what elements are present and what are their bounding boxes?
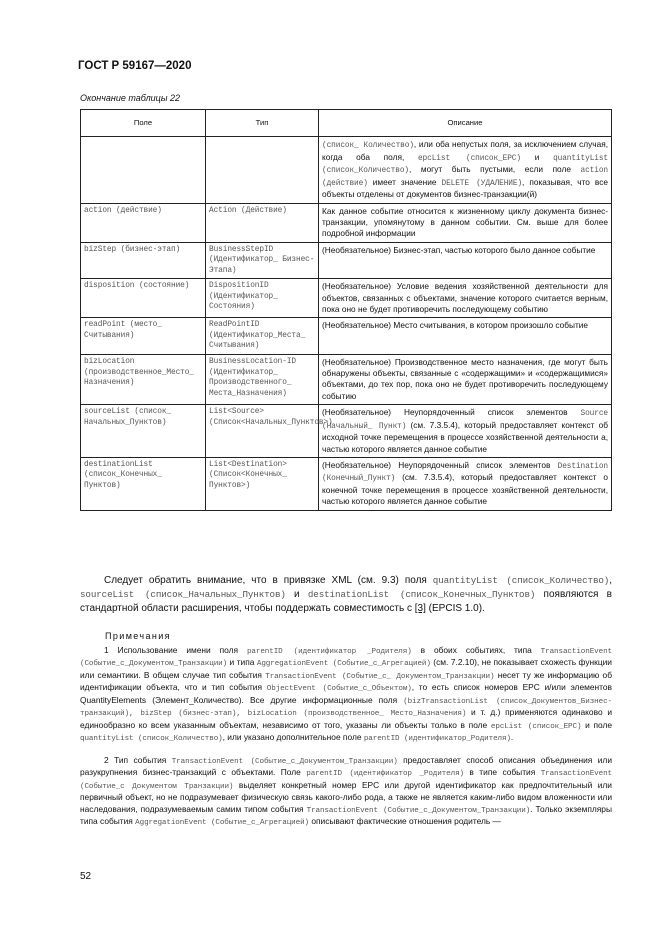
text-fragment: Следует обратить внимание, что в привязке XML (см. 9.3) поля	[104, 575, 433, 586]
field-description	[319, 457, 612, 510]
field-type: List<Source> (Список<Начальных_Пунктов>)	[206, 405, 319, 458]
field-type: List<Destination> (Список<Конечных_ Пунктов>)	[206, 457, 319, 510]
code-term: AggregationEvent (Событие_с_Агрегацией)	[135, 819, 309, 828]
code-term: TransactionEvent (Событие_с_ Документом_Транзакции)	[265, 672, 495, 681]
code-term: quantityList (список_Количество)	[80, 735, 223, 744]
field-name: readPoint (место_ Считывания)	[81, 318, 206, 355]
table-row-continuation	[81, 137, 612, 204]
field-name: disposition (состояние)	[81, 279, 206, 318]
column-header-description: Описание	[319, 110, 612, 137]
field-type: DispositionID (Идентификатор_ Состояния)	[206, 279, 319, 318]
text-fragment: , или оба непустых поля, за исключением случая, когда оба поля,	[322, 139, 608, 162]
field-name: bizStep (бизнес-этап)	[81, 242, 206, 279]
text-fragment: (Необязательное) Неупорядоченный список элементов	[322, 459, 558, 470]
text-fragment: (см. 7.2.10), не показывает схожесть функции или семантики. В общем случае тип события	[80, 657, 612, 680]
field-name: action (действие)	[81, 203, 206, 242]
text-fragment: и т. д.) применяются одинаково и единообразно ко всем указанным объектам, независимо от того, указаны ли объекты только в поле	[80, 707, 612, 730]
table-row	[81, 318, 612, 355]
field-type: ReadPointID (Идентификатор_Места_ Считывания)	[206, 318, 319, 355]
code-term: TransactionEvent (Событие_с Документом Транзакции)	[80, 770, 612, 791]
notes-title: Примечания	[105, 631, 171, 641]
field-name: sourceList (список_ Начальных_Пунктов)	[81, 405, 206, 458]
field-description: Как данное событие относится к жизненному циклу документа бизнес-транзакции, упомянутому в данном событии. См. выше для более подробной информации	[319, 203, 612, 242]
text-fragment: выделяет конкретный номер EPC или другой идентификатор как предпочтительный или первичный объект, но не подразумевает физическую связь какого-либо рода, а также не является каким-либо видом вложенности или наследования, подразумеваемым самим типом события	[80, 779, 612, 814]
text-fragment: (Необязательное) Неупорядоченный список элементов	[322, 407, 581, 418]
text-fragment: и	[285, 589, 308, 601]
code-term: Source (Начальный_ Пункт)	[322, 410, 608, 431]
table-row	[81, 279, 612, 318]
field-description: (Необязательное) Место считывания, в котором произошло событие	[319, 318, 612, 355]
text-fragment: в типе события	[464, 767, 541, 778]
body-paragraph	[80, 574, 612, 617]
text-fragment: , могут быть пустыми, если поле	[409, 164, 581, 175]
code-term: action (действие)	[322, 167, 608, 188]
code-term: (список_ Количество)	[322, 142, 414, 150]
text-fragment: и	[520, 151, 554, 162]
field-name: destinationList (список_Конечных_ Пунктов)	[81, 457, 206, 510]
code-term: TransactionEvent (Событие_с_Документом_Транзакции)	[306, 807, 531, 815]
text-fragment: , то есть список номеров EPC и/или элементов QuantityElements (Элемент_Количество). Все другие информационные поля	[80, 682, 612, 705]
code-term: ObjectEvent (Событие_с_Объектом)	[266, 685, 412, 694]
column-header-type: Тип	[206, 110, 319, 137]
text-fragment: несет ту же информацию об идентификации объекта, что и тип события	[80, 669, 612, 693]
note-1	[80, 645, 612, 745]
reference-link[interactable]: [3]	[414, 603, 426, 615]
code-term: TransactionEvent (Событие_с_Документом_Транзакции)	[171, 758, 398, 766]
code-term: epcList (список_EPC)	[417, 154, 521, 163]
code-term: Destination (Конечный_Пункт)	[322, 462, 608, 484]
field-name: bizLocation (производственное_Место_ Назначения)	[81, 354, 206, 404]
code-term: quantityList (список_Количество)	[322, 154, 609, 176]
table-row	[81, 457, 612, 510]
text-fragment: , или указано дополнительное поле	[222, 732, 364, 743]
text-fragment: ,	[609, 575, 612, 586]
table-cell	[206, 137, 319, 204]
text-fragment: , показывая, что все объекты отделены от документов бизнес-транзакции(й)	[322, 176, 608, 200]
table-caption: Окончание таблицы 22	[80, 93, 180, 103]
table-row	[81, 354, 612, 404]
text-fragment: . Только экземпляры типа события	[80, 804, 612, 827]
code-term: epcList (список_EPC)	[490, 722, 582, 731]
text-fragment: в обоих событиях, типа	[411, 645, 541, 655]
code-term: parentID (идентификатор_Родителя)	[363, 735, 511, 744]
code-term: parentID (идентификатор _Родителя)	[306, 770, 464, 779]
code-term: destinationList (список_Конечных_Пунктов)	[307, 589, 536, 601]
table-row	[81, 203, 612, 242]
table-cell	[81, 137, 206, 204]
note-2	[80, 755, 612, 829]
code-term: TransactionEvent (Событие_с_Документом_Транзакции)	[80, 648, 612, 669]
text-fragment: имеет значение	[367, 176, 442, 187]
field-description	[319, 405, 612, 458]
text-fragment: и типа	[227, 657, 257, 668]
code-term: parentID (идентификатор _Родителя)	[246, 648, 412, 656]
field-type: BusinessLocation-ID (Идентификатор_ Производственного_ Места_Назначения)	[206, 354, 319, 404]
text-fragment: 2 Тип события	[104, 755, 172, 765]
code-term: DELETE (УДАЛЕНИЕ)	[441, 179, 523, 188]
field-type: BusinessStepID (Идентификатор_ Бизнес-Этапа)	[206, 242, 319, 279]
text-fragment: (EPCIS 1.0).	[425, 603, 485, 615]
code-term: quantityList (список_Количество)	[432, 575, 610, 586]
table-cell-description	[319, 137, 612, 204]
text-fragment: описывают фактические отношения родитель —	[309, 816, 501, 827]
text-fragment: .	[510, 732, 514, 743]
field-description: (Необязательное) Условие ведения хозяйственной деятельности для объектов, связанных с объектами, значение которого считается верным, пока оно не будет противоречить последующему событию	[319, 279, 612, 318]
table-row	[81, 242, 612, 279]
text-fragment: (см. 7.3.5.4), который предоставляет контекст о конечной точке перемещения в процессе хозяйственной деятельности, частью которого является данное событие	[322, 472, 608, 507]
text-fragment: появляются в стандартной области расширения, чтобы поддержать совместимость с	[80, 589, 612, 615]
text-fragment: предоставляет способ описания объединения или разукрупнения бизнес-транзакций с объектами. Поле	[80, 755, 612, 778]
text-fragment: 1 Использование имени поля	[104, 645, 247, 655]
text-fragment: (см. 7.3.5.4), который предоставляет контекст об исходной точке перемещения в процессе хозяйственной деятельности а, частью которого является данное событие	[322, 419, 608, 454]
code-term: AggregationEvent (Событие_с_Агрегацией)	[256, 660, 431, 669]
code-term: sourceList (список_Начальных_Пунктов)	[80, 589, 286, 601]
code-term: (bizTransactionList (список_Документов_Бизнес-транзакций), bizStep (бизнес-этап), bizLocation (производственное_ Место_Назначения)	[80, 697, 612, 719]
text-fragment: и поле	[581, 719, 612, 730]
table-row	[81, 405, 612, 458]
column-header-field: Поле	[81, 110, 206, 137]
table-header-row	[81, 110, 612, 137]
field-type: Action (Действие)	[206, 203, 319, 242]
page-number: 52	[80, 871, 92, 882]
field-spec-table	[80, 109, 612, 511]
field-description: (Необязательное) Производственное место назначения, где могут быть обнаружены объекты, связанные с «содержащими» и «содержащимися» объектами, до тех пор, пока оно не будет противоречить последующему событию	[319, 354, 612, 404]
field-description: (Необязательное) Бизнес-этап, частью которого было данное событие	[319, 242, 612, 279]
standard-header: ГОСТ Р 59167—2020	[78, 60, 192, 72]
